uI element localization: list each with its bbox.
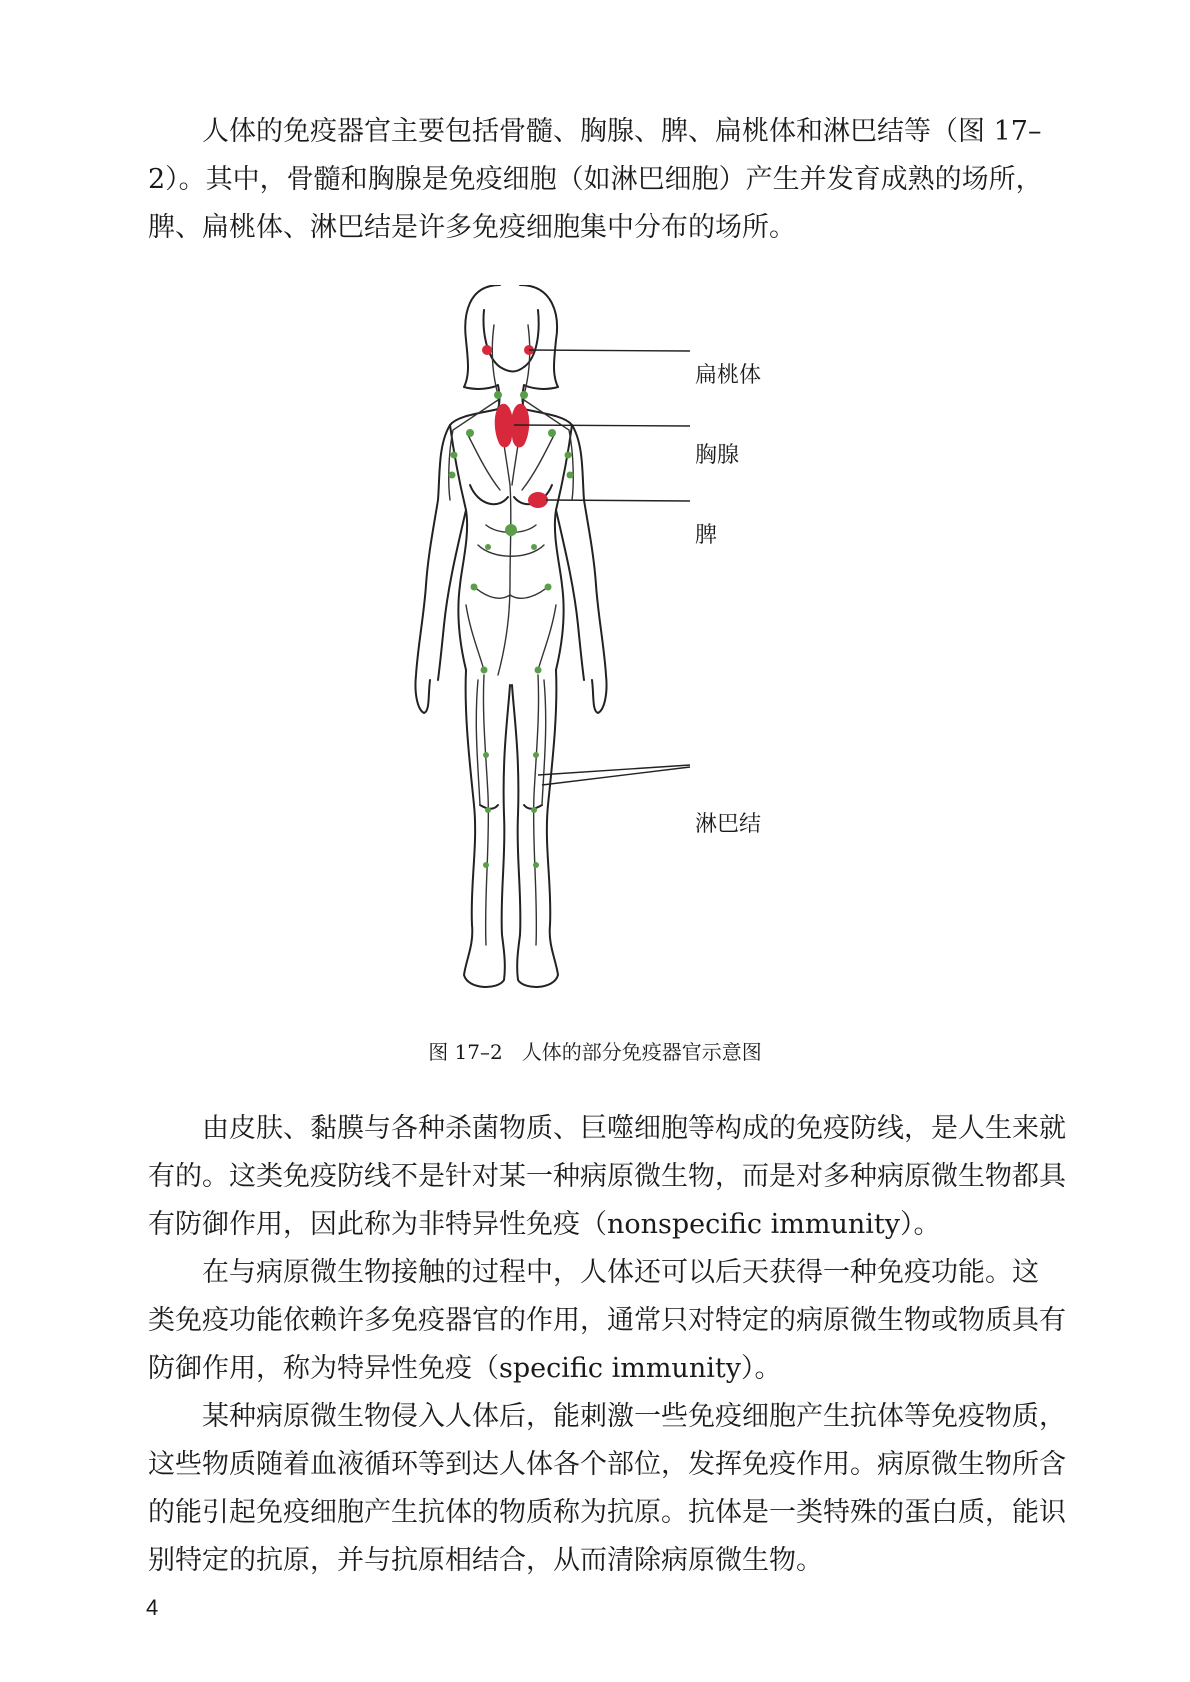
label-lymph-node: 淋巴结	[695, 812, 762, 837]
immune-organs	[482, 345, 548, 508]
text-line: 在与病原微生物接触的过程中，人体还可以后天获得一种免疫功能。这	[202, 1257, 1039, 1288]
paragraph-antigen-antibody	[148, 1393, 1066, 1585]
text-line: 有的。这类免疫防线不是针对某一种病原微生物，而是对多种病原微生物都具	[148, 1161, 1066, 1192]
leader-lines	[514, 350, 690, 785]
text-line: 某种病原微生物侵入人体后，能刺激一些免疫细胞产生抗体等免疫物质，	[202, 1401, 1066, 1432]
caption-text: 人体的部分免疫器官示意图	[521, 1040, 762, 1064]
tonsil-left	[482, 345, 492, 355]
text-line: 的能引起免疫细胞产生抗体的物质称为抗原。抗体是一类特殊的蛋白质，能识	[148, 1497, 1066, 1528]
paragraph-immune-organs	[148, 108, 1048, 252]
lymph-node-dots	[449, 391, 574, 868]
spleen	[528, 492, 548, 508]
text-line: 有防御作用，因此称为非特异性免疫（nonspecific immunity）。	[148, 1209, 941, 1240]
text-line: 脾、扁桃体、淋巴结是许多免疫细胞集中分布的场所。	[148, 212, 796, 243]
label-spleen: 脾	[695, 523, 718, 548]
text-line: 由皮肤、黏膜与各种杀菌物质、巨噬细胞等构成的免疫防线，是人生来就	[202, 1113, 1066, 1144]
text-line: 这些物质随着血液循环等到达人体各个部位，发挥免疫作用。病原微生物所含	[148, 1449, 1066, 1480]
paragraph-nonspecific-immunity	[148, 1105, 1066, 1249]
figure-immune-organs	[148, 285, 1048, 1025]
text-line: 类免疫功能依赖许多免疫器官的作用，通常只对特定的病原微生物或物质具有	[148, 1305, 1066, 1336]
body-illustration	[148, 285, 1048, 1025]
label-tonsil: 扁桃体	[695, 363, 762, 388]
figure-caption	[0, 1040, 1190, 1064]
page-number: 4	[146, 1595, 159, 1620]
label-thymus: 胸腺	[695, 443, 740, 468]
text-line: 防御作用，称为特异性免疫（specific immunity）。	[148, 1353, 782, 1384]
text-line: 人体的免疫器官主要包括骨髓、胸腺、脾、扁桃体和淋巴结等（图 17–	[202, 116, 1042, 147]
text-line: 2）。其中，骨髓和胸腺是免疫细胞（如淋巴细胞）产生并发育成熟的场所，	[148, 164, 1043, 195]
paragraph-specific-immunity	[148, 1249, 1066, 1393]
caption-number: 图 17–2	[428, 1040, 503, 1064]
text-line: 别特定的抗原，并与抗原相结合，从而清除病原微生物。	[148, 1545, 823, 1576]
body-outline	[415, 285, 606, 987]
